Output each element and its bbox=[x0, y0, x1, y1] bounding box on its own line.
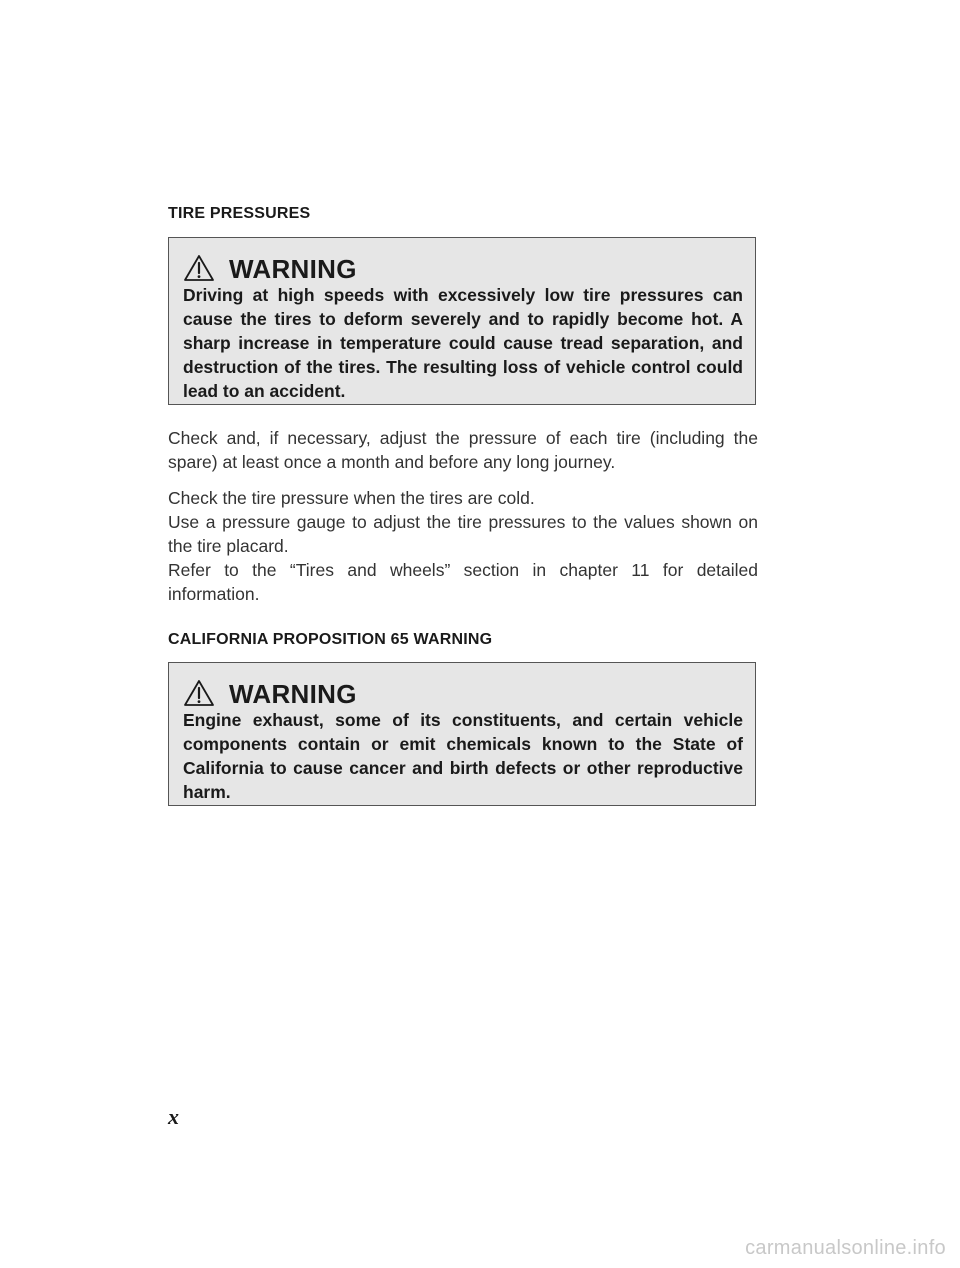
page-number: x bbox=[168, 1104, 179, 1129]
warning-title-row bbox=[183, 675, 743, 707]
warning-title: WARNING bbox=[229, 679, 357, 709]
warning-triangle-icon bbox=[183, 254, 215, 282]
warning-triangle-icon bbox=[183, 679, 215, 707]
warning-title: WARNING bbox=[229, 254, 357, 284]
body-paragraph-check-monthly: Check and, if necessary, adjust the pressure of each tire (including the spare) at least once a month and before any long journey. bbox=[168, 428, 758, 472]
warning-box-tire-pressures bbox=[168, 237, 756, 405]
warning-title-row bbox=[183, 250, 743, 282]
warning-text: Driving at high speeds with excessively low tire pressures can cause the tires to deform severely and to rapidly become hot. A sharp increase in temperature could cause tread separation, and destruction of the tires. The resulting loss of vehicle control could lead to an accident. bbox=[183, 285, 743, 401]
section-heading-california-prop-65: CALIFORNIA PROPOSITION 65 WARNING bbox=[168, 631, 493, 648]
body-line-refer-chapter: Refer to the “Tires and wheels” section in chapter 11 for detailed information. bbox=[168, 560, 758, 604]
section-heading-tire-pressures: TIRE PRESSURES bbox=[168, 205, 311, 222]
warning-box-california-prop-65 bbox=[168, 662, 756, 806]
body-paragraph-group bbox=[168, 486, 758, 606]
body-line-pressure-gauge: Use a pressure gauge to adjust the tire pressures to the values shown on the tire placard. bbox=[168, 512, 758, 556]
warning-text: Engine exhaust, some of its constituents, and certain vehicle components contain or emit chemicals known to the State of California to cause cancer and birth defects or other reproductive harm. bbox=[183, 710, 743, 802]
watermark-text: carmanualsonline.info bbox=[745, 1237, 946, 1259]
body-line-cold-tires: Check the tire pressure when the tires are cold. bbox=[168, 488, 535, 508]
